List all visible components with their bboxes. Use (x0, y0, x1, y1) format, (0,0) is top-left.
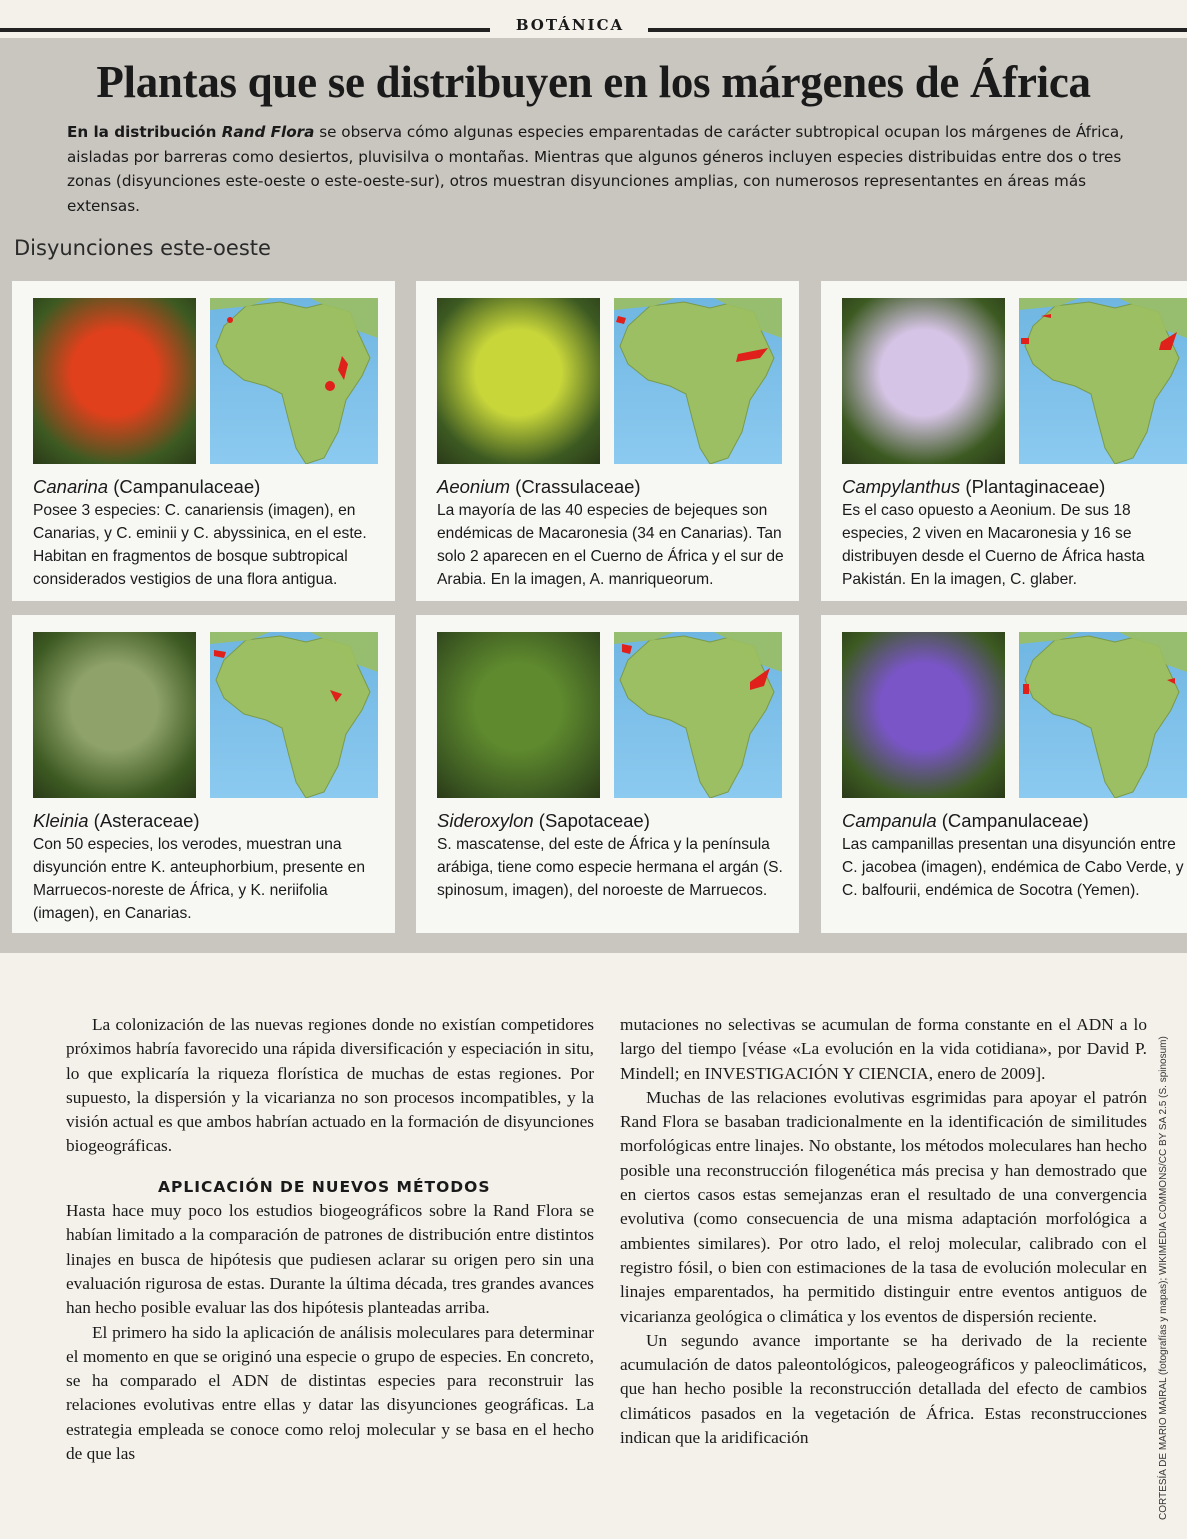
body-column-left (66, 1013, 594, 1466)
body-paragraph: Un segundo avance importante se ha derivado de la reciente acumulación de datos paleontológicos, paleogeográficos y paleoclimáticos, que han hecho posible la reconstrucción detallada del efecto de cambios climáticos pasados en la vegetación de África. Estas reconstrucciones indican que la aridificación (620, 1330, 1147, 1448)
distribution-map (1019, 632, 1187, 798)
species-name (842, 476, 1105, 498)
section-label: BOTÁNICA (515, 16, 625, 34)
green-fruit-leaves-photo (437, 632, 600, 798)
distribution-map (1019, 298, 1187, 464)
species-card (12, 615, 395, 933)
family-name: (Crassulaceae) (510, 476, 641, 497)
species-name (842, 810, 1089, 832)
genus-name: Campanula (842, 810, 937, 831)
distribution-map (210, 298, 378, 464)
genus-name: Campylanthus (842, 476, 961, 497)
species-description: Posee 3 especies: C. canariensis (imagen), en Canarias, y C. eminii y C. abyssinica, en el este. Habitan en fragmentos de bosque subtropical considerados vestigios de una flora antigua. (33, 502, 367, 588)
family-name: (Plantaginaceae) (960, 476, 1106, 497)
section-heading: APLICACIÓN DE NUEVOS MÉTODOS (158, 1177, 491, 1196)
species-description: S. mascatense, del este de África y la península arábiga, tiene como especie hermana el argán (S. spinosum, imagen), del noroeste de Marruecos. (437, 836, 783, 899)
species-description: La mayoría de las 40 especies de bejeques son endémicas de Macaronesia (34 en Canarias). Tan solo 2 aparecen en el Cuerno de África y el sur de Arabia. En la imagen, A. manriqueorum. (437, 502, 784, 588)
genus-name: Sideroxylon (437, 810, 534, 831)
species-card (416, 281, 799, 601)
purple-bell-flower-photo (842, 632, 1005, 798)
family-name: (Campanulaceae) (108, 476, 261, 497)
species-card (416, 615, 799, 933)
species-card (821, 281, 1187, 601)
subsection-title: Disyunciones este-oeste (14, 236, 271, 260)
species-card (12, 281, 395, 601)
succulent-shrub-photo (33, 632, 196, 798)
distribution-map (210, 632, 378, 798)
genus-name: Aeonium (437, 476, 511, 497)
body-paragraph: El primero ha sido la aplicación de análisis moleculares para determinar el momento en que se originó una especie o grupo de especies. En concreto, se ha comparado el ADN de distintas especies para reconstruir las relaciones evolutivas entre ellas y datar las disyunciones geográficas. La estrategia empleada se conoce como reloj molecular y se basa en el hecho de que las (66, 1322, 594, 1464)
family-name: (Asteraceae) (88, 810, 200, 831)
red-bell-flower-photo (33, 298, 196, 464)
species-description: Las campanillas presentan una disyunción entre C. jacobea (imagen), endémica de Cabo Verde, y C. balfourii, endémica de Socotra (Yemen). (842, 836, 1184, 899)
intro-term: Rand Flora (221, 123, 315, 141)
distribution-map (614, 298, 782, 464)
species-name (33, 476, 260, 498)
species-name (437, 476, 641, 498)
species-description: Con 50 especies, los verodes, muestran una disyunción entre K. anteuphorbium, presente en Marruecos-noreste de África, y K. neriifolia (imagen), en Canarias. (33, 836, 366, 922)
distribution-map (614, 632, 782, 798)
article-intro (67, 120, 1137, 218)
family-name: (Sapotaceae) (533, 810, 650, 831)
genus-name: Kleinia (33, 810, 89, 831)
pale-violet-flowers-photo (842, 298, 1005, 464)
yellow-flower-cluster-photo (437, 298, 600, 464)
intro-rest: se observa cómo algunas especies emparentadas de carácter subtropical ocupan los márgenes de África, aisladas por barreras como desiertos, pluvisilva o montañas. Mientras que algunos géneros incluyen especies distribuidas entre dos o tres zonas (disyunciones este-oeste o este-oeste-sur), otros muestran disyunciones amplias, con numerosos representantes en áreas más extensas. (67, 123, 1124, 215)
body-paragraph: Muchas de las relaciones evolutivas esgrimidas para apoyar el patrón Rand Flora se basaban tradicionalmente en la identificación de similitudes morfológicas entre linajes. No obstante, los métodos moleculares han hecho posible una reconstrucción filogenética más precisa y han demostrado que en ciertos casos estas semejanzas eran el resultado de una convergencia evolutiva (como consecuencia de una misma adaptación morfológica a ambientes similares). Por otro lado, el reloj molecular, calibrado con el registro fósil, o bien con estimaciones de la tasa de evolución molecular en linajes emparentados, ha permitido distinguir entre eventos antiguos de vicarianza geológica o climática y los eventos de dispersión reciente. (620, 1087, 1147, 1326)
family-name: (Campanulaceae) (936, 810, 1089, 831)
photo-credit: CORTESÍA DE MARIO MAIRAL (fotografías y mapas); WIKIMEDIA COMMONS/CC BY SA 2.5 (S. spinosum) (1158, 1036, 1169, 1520)
body-column-right (620, 1013, 1147, 1450)
article-title: Plantas que se distribuyen en los márgenes de África (96, 57, 1091, 107)
header-rule-left (0, 28, 490, 32)
header-rule-right (648, 28, 1187, 32)
species-name (33, 810, 200, 832)
body-paragraph: mutaciones no selectivas se acumulan de forma constante en el ADN a lo largo del tiempo [véase «La evolución en la vida cotidiana», por David P. Mindell; en INVESTIGACIÓN Y CIENCIA, enero de 2009]. (620, 1015, 1147, 1083)
intro-lead: En la distribución (67, 123, 222, 141)
species-card (821, 615, 1187, 933)
body-paragraph: Hasta hace muy poco los estudios biogeográficos sobre la Rand Flora se habían limitado a la comparación de patrones de distribución entre distintos linajes en busca de hipótesis que pudiesen aclarar su origen pero sin una evaluación rigurosa de estas. Durante la última década, tres grandes avances han hecho posible evaluar las dos hipótesis planteadas arriba. (66, 1201, 594, 1318)
species-name (437, 810, 650, 832)
body-paragraph: La colonización de las nuevas regiones donde no existían competidores próximos habría favorecido una rápida diversificación y especiación in situ, lo que explicaría la riqueza florística de muchas de estas regiones. Por supuesto, la dispersión y la vicarianza no son procesos incompatibles, y la visión actual es que ambos habrían actuado en la formación de disyunciones biogeográficas. (66, 1015, 594, 1156)
genus-name: Canarina (33, 476, 109, 497)
species-description: Es el caso opuesto a Aeonium. De sus 18 especies, 2 viven en Macaronesia y 16 se distribuyen desde el Cuerno de África hasta Pakistán. En la imagen, C. glaber. (842, 502, 1145, 588)
